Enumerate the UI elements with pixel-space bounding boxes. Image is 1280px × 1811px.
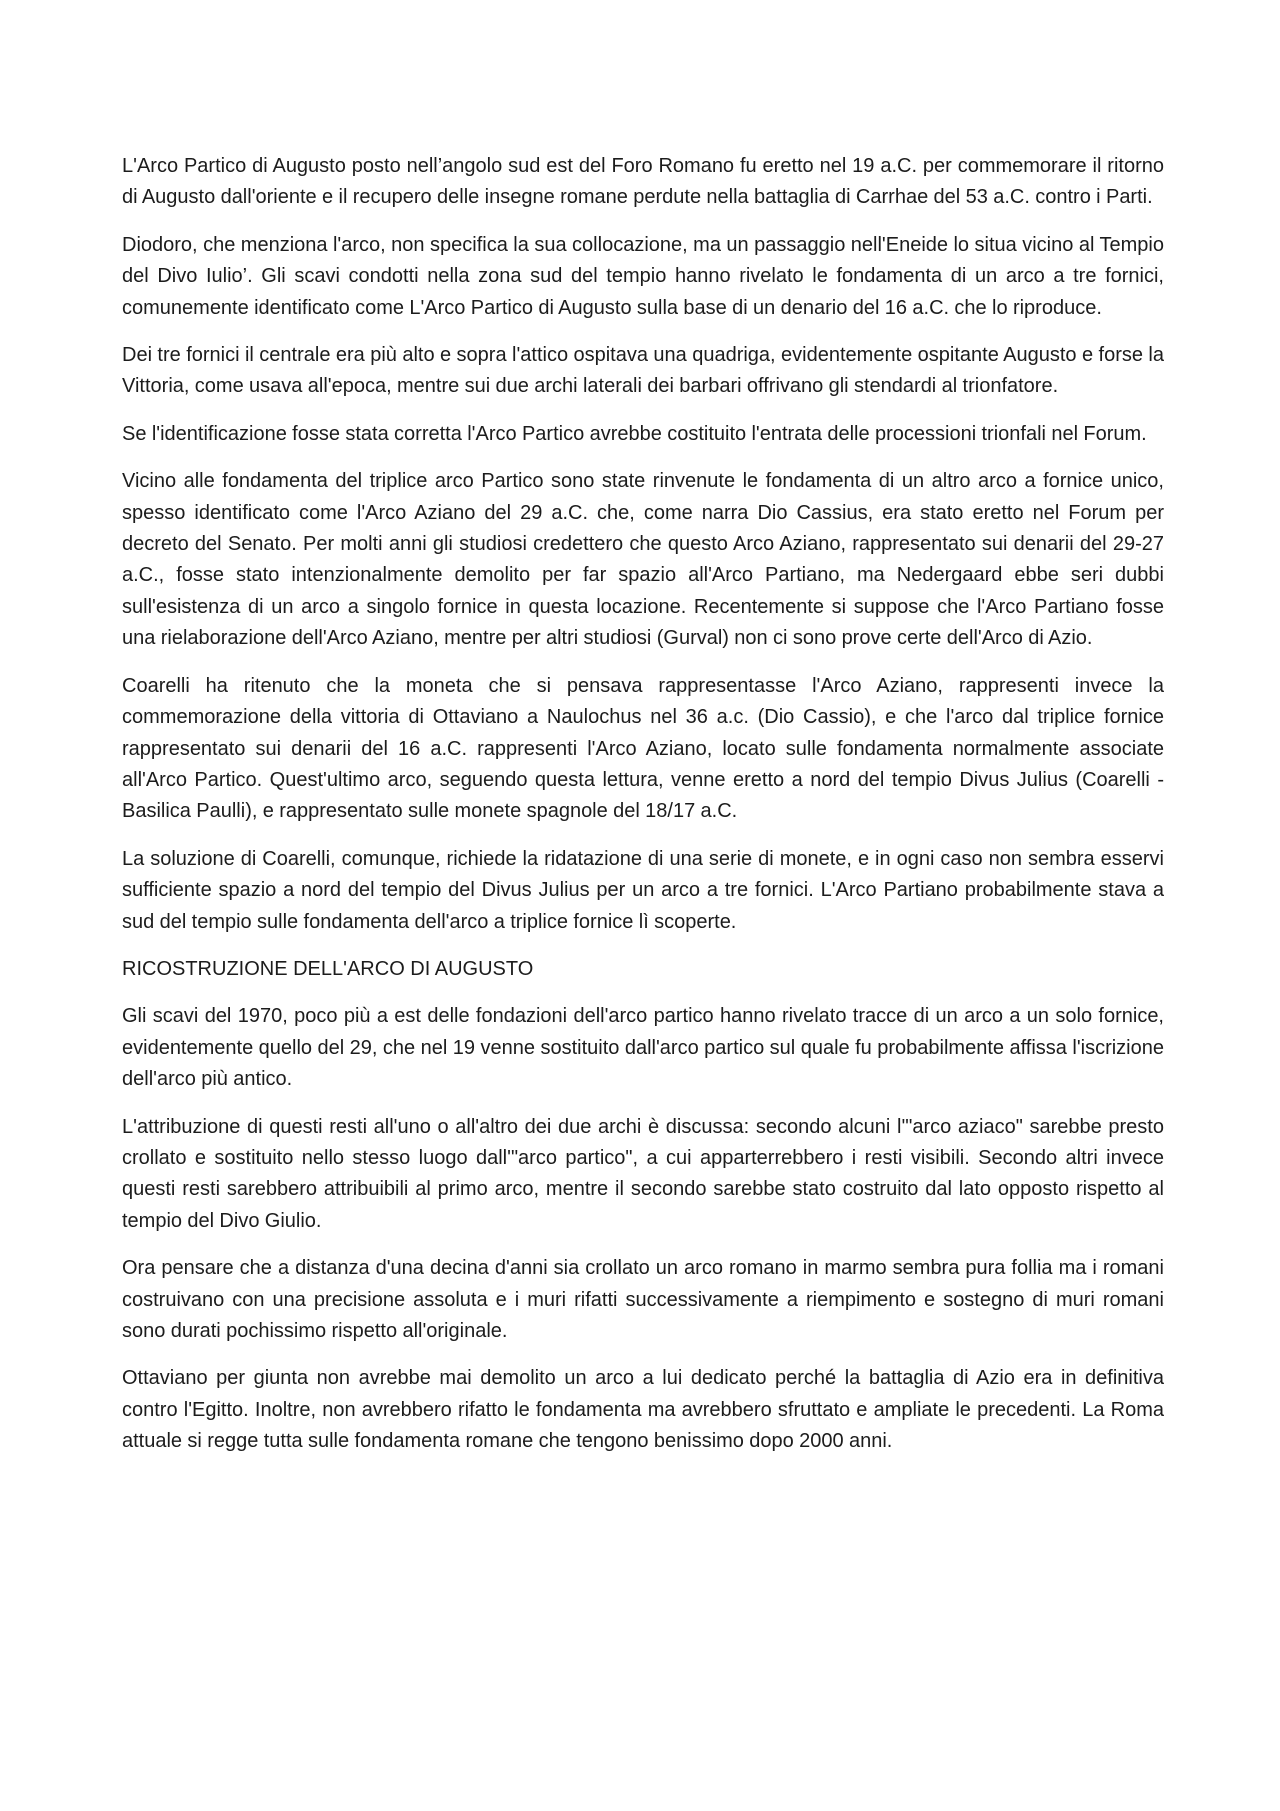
paragraph-4: Se l'identificazione fosse stata corretta l'Arco Partico avrebbe costituito l'entrata delle processioni trionfali nel Forum. [122, 422, 1147, 445]
paragraph-6: Coarelli ha ritenuto che la moneta che si pensava rappresentasse l'Arco Aziano, rappresenti invece la commemorazione della vittoria di Ottaviano a Naulochus nel 36 a.c. (Dio Cassio), e che l'arco dal triplice fornice rappresentato sui denarii del 16 a.C. rappresenti l'Arco Aziano, locato sulle fondamenta normalmente associate all'Arco Partico. Quest'ultimo arco, seguendo questa lettura, venne eretto a nord del tempio Divus Julius (Coarelli -Basilica Paulli), e rappresentato sulle monete spagnole del 18/17 a.C. [122, 674, 1164, 823]
paragraph-2: Diodoro, che menziona l'arco, non specifica la sua collocazione, ma un passaggio nell'Eneide lo situa vicino al Tempio del Divo Iulio’. Gli scavi condotti nella zona sud del tempio hanno rivelato le fondamenta di un arco a tre fornici, comunemente identificato come L'Arco Partico di Augusto sulla base di un denario del 16 a.C. che lo riproduce. [122, 233, 1164, 319]
section-paragraph-2: L'attribuzione di questi resti all'uno o all'altro dei due archi è discussa: secondo alcuni l'"arco aziaco" sarebbe presto crollato e sostituito nello stesso luogo dall'"arco partico", a cui apparterrebbero i resti visibili. Secondo altri invece questi resti sarebbero attribuibili al primo arco, mentre il secondo sarebbe stato costruito dal lato opposto rispetto al tempio del Divo Giulio. [122, 1115, 1164, 1232]
paragraph-5: Vicino alle fondamenta del triplice arco Partico sono state rinvenute le fondamenta di un altro arco a fornice unico, spesso identificato come l'Arco Aziano del 29 a.C. che, come narra Dio Cassius, era stato eretto nel Forum per decreto del Senato. Per molti anni gli studiosi credettero che questo Arco Aziano, rappresentato sui denarii del 29-27 a.C., fosse stato intenzionalmente demolito per far spazio all'Arco Partiano, ma Nedergaard ebbe seri dubbi sull'esistenza di un arco a singolo fornice in questa locazione. Recentemente si suppose che l'Arco Partiano fosse una rielaborazione dell'Arco Aziano, mentre per altri studiosi (Gurval) non ci sono prove certe dell'Arco di Azio. [122, 470, 1164, 650]
paragraph-7: La soluzione di Coarelli, comunque, richiede la ridatazione di una serie di monete, e in ogni caso non sembra esservi sufficiente spazio a nord del tempio del Divus Julius per un arco a tre fornici. L'Arco Partiano probabilmente stava a sud del tempio sulle fondamenta dell'arco a triplice fornice lì scoperte. [122, 847, 1164, 933]
section-paragraph-1: Gli scavi del 1970, poco più a est delle fondazioni dell'arco partico hanno rivelato tracce di un arco a un solo fornice, evidentemente quello del 29, che nel 19 venne sostituito dall'arco partico sul quale fu probabilmente affissa l'iscrizione dell'arco più antico. [122, 1005, 1164, 1091]
paragraph-3: Dei tre fornici il centrale era più alto e sopra l'attico ospitava una quadriga, evidentemente ospitante Augusto e forse la Vittoria, come usava all'epoca, mentre sui due archi laterali dei barbari offrivano gli stendardi al trionfatore. [122, 344, 1164, 398]
section-paragraph-4: Ottaviano per giunta non avrebbe mai demolito un arco a lui dedicato perché la battaglia di Azio era in definitiva contro l'Egitto. Inoltre, non avrebbero rifatto le fondamenta ma avrebbero sfruttato e ampliate le precedenti. La Roma attuale si regge tutta sulle fondamenta romane che tengono benissimo dopo 2000 anni. [122, 1367, 1164, 1453]
section-heading: RICOSTRUZIONE DELL'ARCO DI AUGUSTO [122, 957, 534, 980]
document-body [122, 151, 1164, 1474]
paragraph-1: L'Arco Partico di Augusto posto nell’angolo sud est del Foro Romano fu eretto nel 19 a.C. per commemorare il ritorno di Augusto dall'oriente e il recupero delle insegne romane perdute nella battaglia di Carrhae del 53 a.C. contro i Parti. [122, 155, 1164, 209]
section-paragraph-3: Ora pensare che a distanza d'una decina d'anni sia crollato un arco romano in marmo sembra pura follia ma i romani costruivano con una precisione assoluta e i muri rifatti successivamente a riempimento e sostegno di muri romani sono durati pochissimo rispetto all'originale. [122, 1257, 1164, 1342]
